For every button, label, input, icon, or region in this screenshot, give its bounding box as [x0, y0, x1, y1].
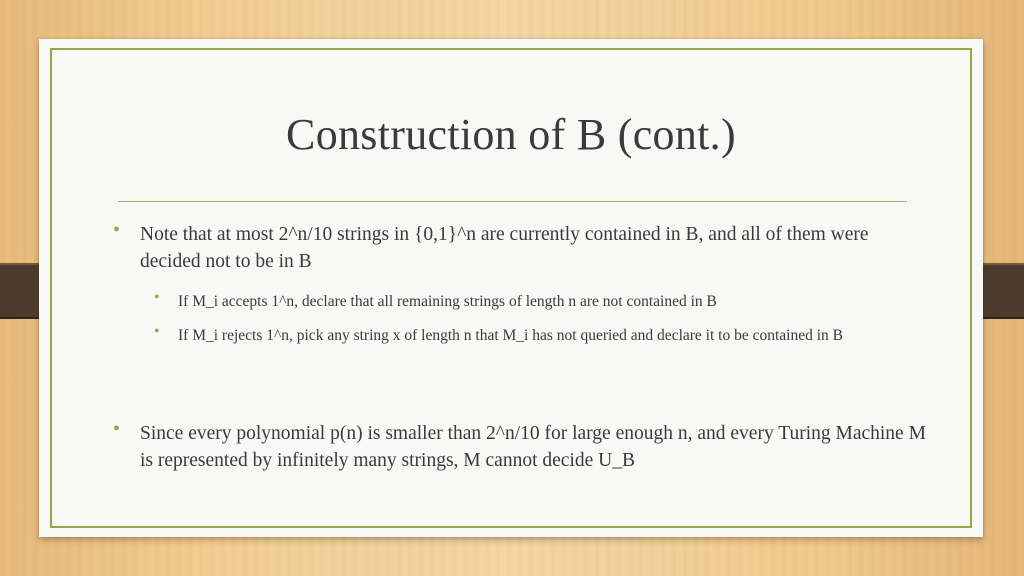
bullet-dot-icon: • — [113, 418, 121, 440]
sub-bullet-item-1 — [154, 289, 938, 314]
bullet-item-1 — [113, 219, 920, 275]
slide-body — [39, 39, 983, 537]
bullet-text-2: Since every polynomial p(n) is smaller than 2^n/10 for large enough n, and every Turing Machine M is represented by infinitely many strings, M cannot decide U_B — [140, 423, 926, 471]
sub-bullet-dot-icon: • — [154, 323, 160, 340]
sub-bullet-text-1: If M_i accepts 1^n, declare that all remaining strings of length n are not contained in B — [178, 293, 717, 310]
sub-bullet-dot-icon: • — [154, 289, 160, 306]
slide-card — [39, 39, 983, 537]
sub-bullet-item-2 — [154, 323, 938, 348]
bullet-text-1: Note that at most 2^n/10 strings in {0,1}^n are currently contained in B, and all of them were decided not to be in B — [140, 224, 869, 272]
slide-title: Construction of B (cont.) — [286, 110, 736, 159]
bullet-dot-icon: • — [113, 219, 121, 241]
sub-bullet-text-2: If M_i rejects 1^n, pick any string x of length n that M_i has not queried and declare it to be contained in B — [178, 327, 843, 344]
bullet-item-2 — [113, 418, 930, 474]
